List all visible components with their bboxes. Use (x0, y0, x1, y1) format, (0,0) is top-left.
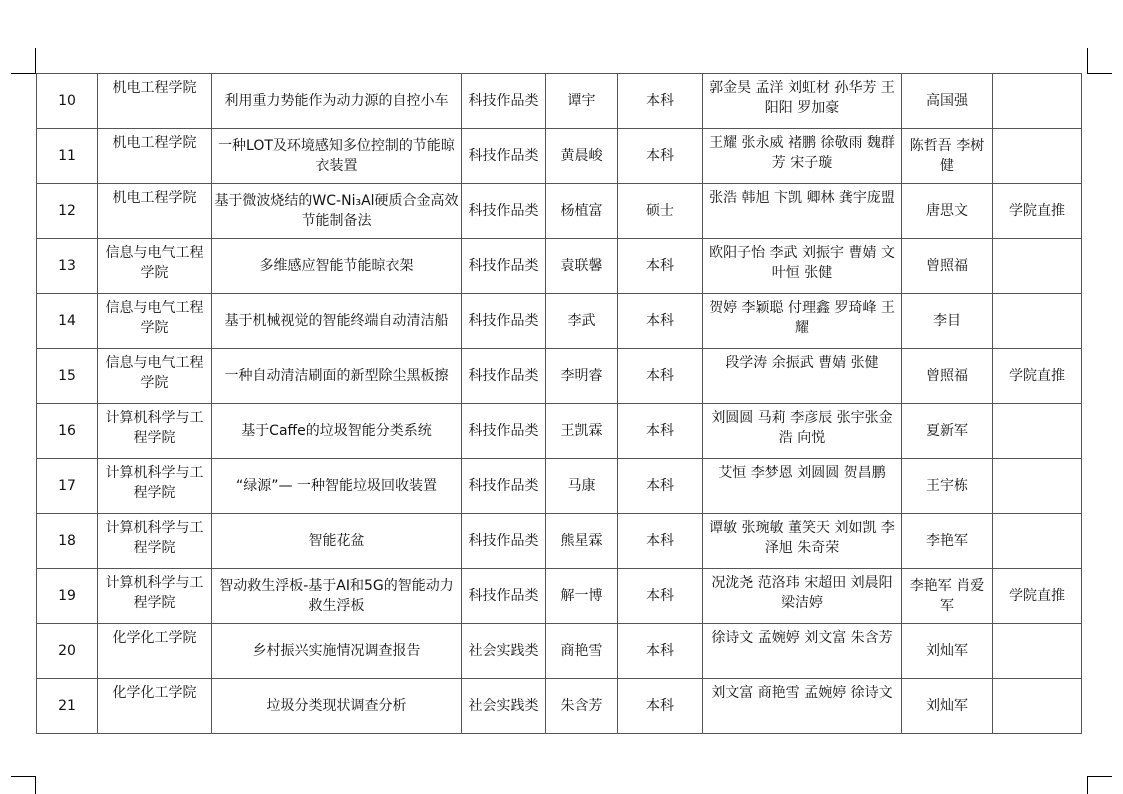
crop-mark-top-right-v (1087, 48, 1088, 73)
row-number-cell: 12 (37, 184, 98, 239)
college-cell: 信息与电气工程学院 (98, 349, 212, 404)
table-row (37, 679, 1082, 734)
members-cell: 刘文富 商艳雪 孟婉婷 徐诗文 (703, 679, 902, 734)
college-cell: 化学化工学院 (98, 624, 212, 679)
advisor-cell: 曾照福 (902, 239, 993, 294)
advisor-cell: 刘灿军 (902, 679, 993, 734)
category-cell: 科技作品类 (462, 294, 546, 349)
table-body (37, 74, 1082, 734)
row-number-cell: 13 (37, 239, 98, 294)
category-cell: 社会实践类 (462, 624, 546, 679)
leader-cell: 袁联馨 (546, 239, 618, 294)
members-cell: 王耀 张永威 褚鹏 徐敬雨 魏群芳 宋子璇 (703, 129, 902, 184)
row-number-cell: 19 (37, 569, 98, 624)
advisor-cell: 李艳军 肖爱军 (902, 569, 993, 624)
table-row (37, 569, 1082, 624)
leader-cell: 商艳雪 (546, 624, 618, 679)
project-title-cell: 基于机械视觉的智能终端自动清洁船 (212, 294, 462, 349)
members-cell: 贺婷 李颖聪 付理鑫 罗琦峰 王耀 (703, 294, 902, 349)
college-cell: 计算机科学与工程学院 (98, 514, 212, 569)
advisor-cell: 李目 (902, 294, 993, 349)
members-cell: 欧阳子怡 李武 刘振宇 曹婧 文叶恒 张健 (703, 239, 902, 294)
table-row (37, 349, 1082, 404)
degree-level-cell: 本科 (618, 294, 703, 349)
table-row (37, 239, 1082, 294)
table-row (37, 184, 1082, 239)
crop-mark-top-left-v (35, 48, 36, 73)
members-cell: 谭敏 张琬敏 董笑天 刘如凯 李泽旭 朱奇荣 (703, 514, 902, 569)
crop-mark-bottom-right-h (1087, 776, 1112, 777)
category-cell: 社会实践类 (462, 679, 546, 734)
row-number-cell: 20 (37, 624, 98, 679)
note-cell: 学院直推 (993, 569, 1082, 624)
degree-level-cell: 本科 (618, 239, 703, 294)
members-cell: 段学涛 余振武 曹婧 张健 (703, 349, 902, 404)
leader-cell: 李武 (546, 294, 618, 349)
project-title-cell: 多维感应智能节能晾衣架 (212, 239, 462, 294)
leader-cell: 黄晨峻 (546, 129, 618, 184)
project-title-cell: 基于微波烧结的WC-Ni₃Al硬质合金高效节能制备法 (212, 184, 462, 239)
category-cell: 科技作品类 (462, 349, 546, 404)
college-cell: 机电工程学院 (98, 184, 212, 239)
leader-cell: 熊星霖 (546, 514, 618, 569)
crop-mark-bottom-left-h (11, 776, 36, 777)
category-cell: 科技作品类 (462, 74, 546, 129)
table-row (37, 129, 1082, 184)
note-cell (993, 459, 1082, 514)
note-cell (993, 679, 1082, 734)
table-row (37, 74, 1082, 129)
college-cell: 机电工程学院 (98, 74, 212, 129)
advisor-cell: 高国强 (902, 74, 993, 129)
crop-mark-bottom-left-v (35, 776, 36, 794)
college-cell: 信息与电气工程学院 (98, 239, 212, 294)
degree-level-cell: 本科 (618, 514, 703, 569)
project-title-cell: “绿源”— 一种智能垃圾回收装置 (212, 459, 462, 514)
advisor-cell: 刘灿军 (902, 624, 993, 679)
advisor-cell: 曾照福 (902, 349, 993, 404)
table-row (37, 404, 1082, 459)
leader-cell: 谭宇 (546, 74, 618, 129)
project-table (36, 73, 1082, 734)
category-cell: 科技作品类 (462, 569, 546, 624)
college-cell: 计算机科学与工程学院 (98, 404, 212, 459)
leader-cell: 王凯霖 (546, 404, 618, 459)
note-cell (993, 624, 1082, 679)
note-cell (993, 74, 1082, 129)
leader-cell: 解一博 (546, 569, 618, 624)
project-title-cell: 乡村振兴实施情况调查报告 (212, 624, 462, 679)
advisor-cell: 陈哲吾 李树健 (902, 129, 993, 184)
note-cell: 学院直推 (993, 184, 1082, 239)
leader-cell: 杨植富 (546, 184, 618, 239)
project-title-cell: 垃圾分类现状调查分析 (212, 679, 462, 734)
members-cell: 况泷尧 范洛玮 宋超田 刘晨阳 梁洁婷 (703, 569, 902, 624)
project-title-cell: 利用重力势能作为动力源的自控小车 (212, 74, 462, 129)
members-cell: 刘圆圆 马莉 李彦辰 张宇张金浩 向悦 (703, 404, 902, 459)
advisor-cell: 夏新军 (902, 404, 993, 459)
table-row (37, 514, 1082, 569)
college-cell: 化学化工学院 (98, 679, 212, 734)
advisor-cell: 唐思文 (902, 184, 993, 239)
degree-level-cell: 本科 (618, 404, 703, 459)
row-number-cell: 16 (37, 404, 98, 459)
row-number-cell: 15 (37, 349, 98, 404)
row-number-cell: 14 (37, 294, 98, 349)
project-title-cell: 一种LOT及环境感知多位控制的节能晾衣装置 (212, 129, 462, 184)
advisor-cell: 李艳军 (902, 514, 993, 569)
college-cell: 计算机科学与工程学院 (98, 459, 212, 514)
category-cell: 科技作品类 (462, 514, 546, 569)
project-title-cell: 基于Caffe的垃圾智能分类系统 (212, 404, 462, 459)
row-number-cell: 10 (37, 74, 98, 129)
degree-level-cell: 本科 (618, 459, 703, 514)
category-cell: 科技作品类 (462, 129, 546, 184)
category-cell: 科技作品类 (462, 404, 546, 459)
members-cell: 徐诗文 孟婉婷 刘文富 朱含芳 (703, 624, 902, 679)
leader-cell: 朱含芳 (546, 679, 618, 734)
crop-mark-top-right-h (1087, 73, 1112, 74)
members-cell: 郭金昊 孟洋 刘虹材 孙华芳 王阳阳 罗加豪 (703, 74, 902, 129)
leader-cell: 李明睿 (546, 349, 618, 404)
category-cell: 科技作品类 (462, 239, 546, 294)
college-cell: 机电工程学院 (98, 129, 212, 184)
crop-mark-top-left-h (11, 73, 36, 74)
degree-level-cell: 本科 (618, 129, 703, 184)
degree-level-cell: 本科 (618, 349, 703, 404)
degree-level-cell: 硕士 (618, 184, 703, 239)
project-title-cell: 一种自动清洁刷面的新型除尘黑板擦 (212, 349, 462, 404)
members-cell: 张浩 韩旭 卞凯 卿林 龚宇庞盟 (703, 184, 902, 239)
note-cell (993, 514, 1082, 569)
row-number-cell: 17 (37, 459, 98, 514)
members-cell: 艾恒 李梦恩 刘圆圆 贺昌鹏 (703, 459, 902, 514)
project-title-cell: 智能花盆 (212, 514, 462, 569)
row-number-cell: 21 (37, 679, 98, 734)
advisor-cell: 王宇栋 (902, 459, 993, 514)
crop-mark-bottom-right-v (1087, 776, 1088, 794)
category-cell: 科技作品类 (462, 459, 546, 514)
row-number-cell: 11 (37, 129, 98, 184)
table-row (37, 294, 1082, 349)
note-cell (993, 129, 1082, 184)
project-title-cell: 智动救生浮板-基于AI和5G的智能动力救生浮板 (212, 569, 462, 624)
note-cell (993, 294, 1082, 349)
note-cell (993, 239, 1082, 294)
table-row (37, 624, 1082, 679)
row-number-cell: 18 (37, 514, 98, 569)
note-cell: 学院直推 (993, 349, 1082, 404)
category-cell: 科技作品类 (462, 184, 546, 239)
degree-level-cell: 本科 (618, 624, 703, 679)
note-cell (993, 404, 1082, 459)
leader-cell: 马康 (546, 459, 618, 514)
college-cell: 计算机科学与工程学院 (98, 569, 212, 624)
table-row (37, 459, 1082, 514)
college-cell: 信息与电气工程学院 (98, 294, 212, 349)
degree-level-cell: 本科 (618, 74, 703, 129)
degree-level-cell: 本科 (618, 679, 703, 734)
degree-level-cell: 本科 (618, 569, 703, 624)
